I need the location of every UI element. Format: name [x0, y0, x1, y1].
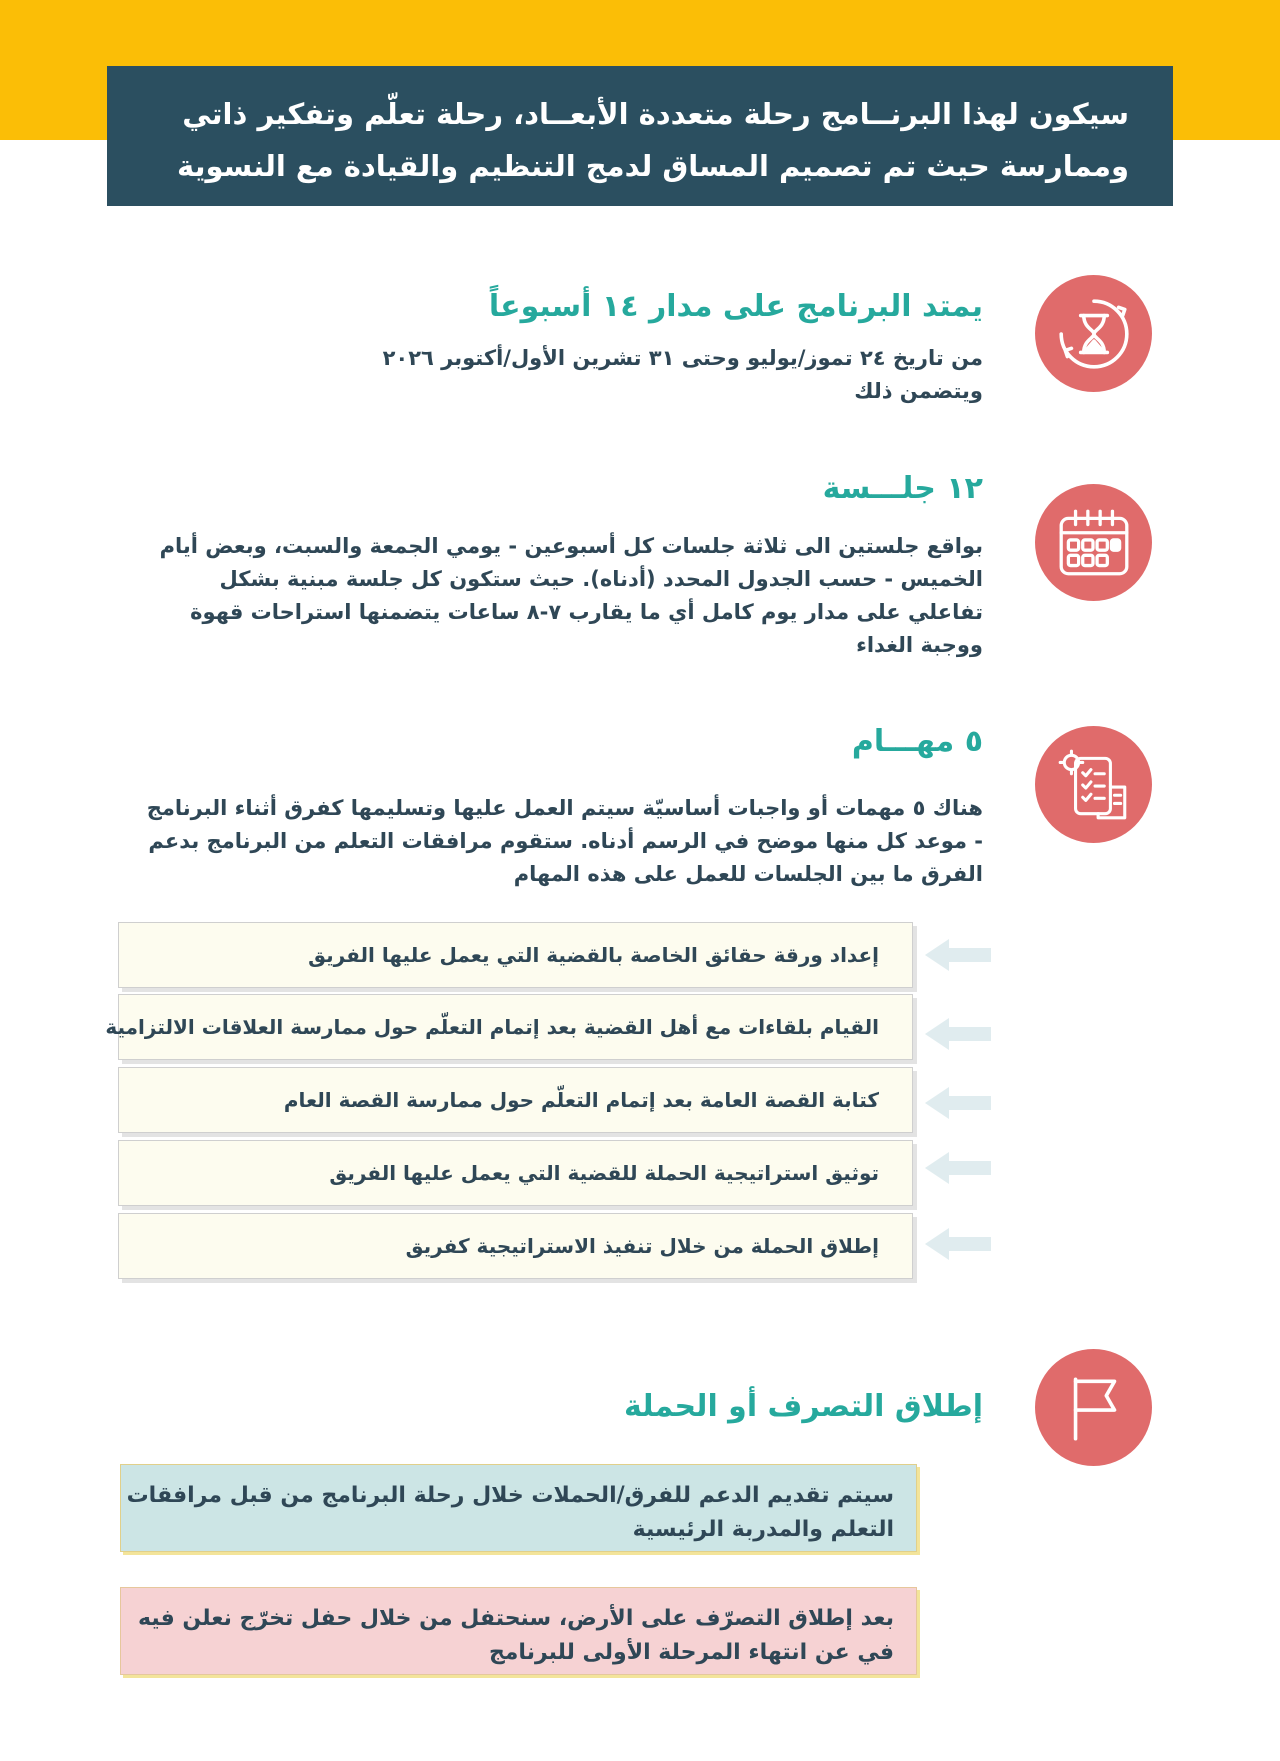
- sessions-line: تفاعلي على مدار يوم كامل أي ما يقارب ٧-٨ ساعات يتضمنها استراحات قهوة: [190, 600, 983, 624]
- task-item: القيام بلقاءات مع أهل القضية بعد إتمام التعلّم حول ممارسة العلاقات الالتزامية: [118, 994, 913, 1060]
- support-note-line: التعلم والمدربة الرئيسية: [632, 1517, 894, 1542]
- launch-title: إطلاق التصرف أو الحملة: [624, 1389, 983, 1424]
- graduation-note-line: بعد إطلاق التصرّف على الأرض، سنحتفل من خلال حفل تخرّج نعلن فيه: [138, 1606, 894, 1631]
- intro-line-2: وممارسة حيث تم تصميم المساق لدمج التنظيم والقيادة مع النسوية: [176, 149, 1129, 183]
- sessions-line: بواقع جلستين الى ثلاثة جلسات كل أسبوعين - يومي الجمعة والسبت، وبعض أيام: [159, 534, 983, 558]
- support-note: [120, 1464, 917, 1552]
- tasks-line: - موعد كل منها موضح في الرسم أدناه. ستقوم مرافقات التعلم من البرنامج بدعم: [148, 829, 983, 853]
- duration-line: ويتضمن ذلك: [854, 379, 983, 403]
- checklist-icon: [1035, 726, 1152, 843]
- task-item: إطلاق الحملة من خلال تنفيذ الاستراتيجية كفريق: [118, 1213, 913, 1279]
- arrow-left-icon: [925, 1226, 991, 1262]
- graduation-note-line: في عن انتهاء المرحلة الأولى للبرنامج: [488, 1640, 894, 1665]
- hourglass-icon: [1035, 275, 1152, 392]
- graduation-note: [120, 1587, 917, 1675]
- duration-title: يمتد البرنامج على مدار ١٤ أسبوعاً: [488, 289, 983, 324]
- task-item: كتابة القصة العامة بعد إتمام التعلّم حول ممارسة القصة العام: [118, 1067, 913, 1133]
- task-item: توثيق استراتيجية الحملة للقضية التي يعمل عليها الفريق: [118, 1140, 913, 1206]
- support-note-line: سيتم تقديم الدعم للفرق/الحملات خلال رحلة البرنامج من قبل مرافقات: [126, 1483, 894, 1508]
- arrow-left-icon: [925, 1085, 991, 1121]
- arrow-left-icon: [925, 1016, 991, 1052]
- sessions-line: ووجبة الغداء: [856, 633, 983, 657]
- arrow-left-icon: [925, 1150, 991, 1186]
- flag-icon: [1035, 1349, 1152, 1466]
- sessions-title: ١٢ جلـــسة: [822, 471, 983, 506]
- tasks-line: هناك ٥ مهمات أو واجبات أساسيّة سيتم العمل عليها وتسليمها كفرق أثناء البرنامج: [146, 796, 983, 820]
- tasks-line: الفرق ما بين الجلسات للعمل على هذه المهام: [513, 862, 983, 886]
- calendar-icon: [1035, 484, 1152, 601]
- intro-line-1: سيكون لهذا البرنــامج رحلة متعددة الأبعــاد، رحلة تعلّم وتفكير ذاتي: [182, 97, 1129, 131]
- tasks-title: ٥ مهـــام: [851, 724, 983, 759]
- task-item: إعداد ورقة حقائق الخاصة بالقضية التي يعمل عليها الفريق: [118, 922, 913, 988]
- sessions-line: الخميس - حسب الجدول المحدد (أدناه). حيث ستكون كل جلسة مبنية بشكل: [219, 567, 983, 591]
- tasks-body: [147, 792, 983, 891]
- duration-body: [383, 342, 983, 408]
- sessions-body: [160, 530, 983, 662]
- duration-line: من تاريخ ٢٤ تموز/يوليو وحتى ٣١ تشرين الأول/أكتوبر ٢٠٢٦: [382, 346, 983, 370]
- intro-header: [107, 66, 1173, 206]
- arrow-left-icon: [925, 937, 991, 973]
